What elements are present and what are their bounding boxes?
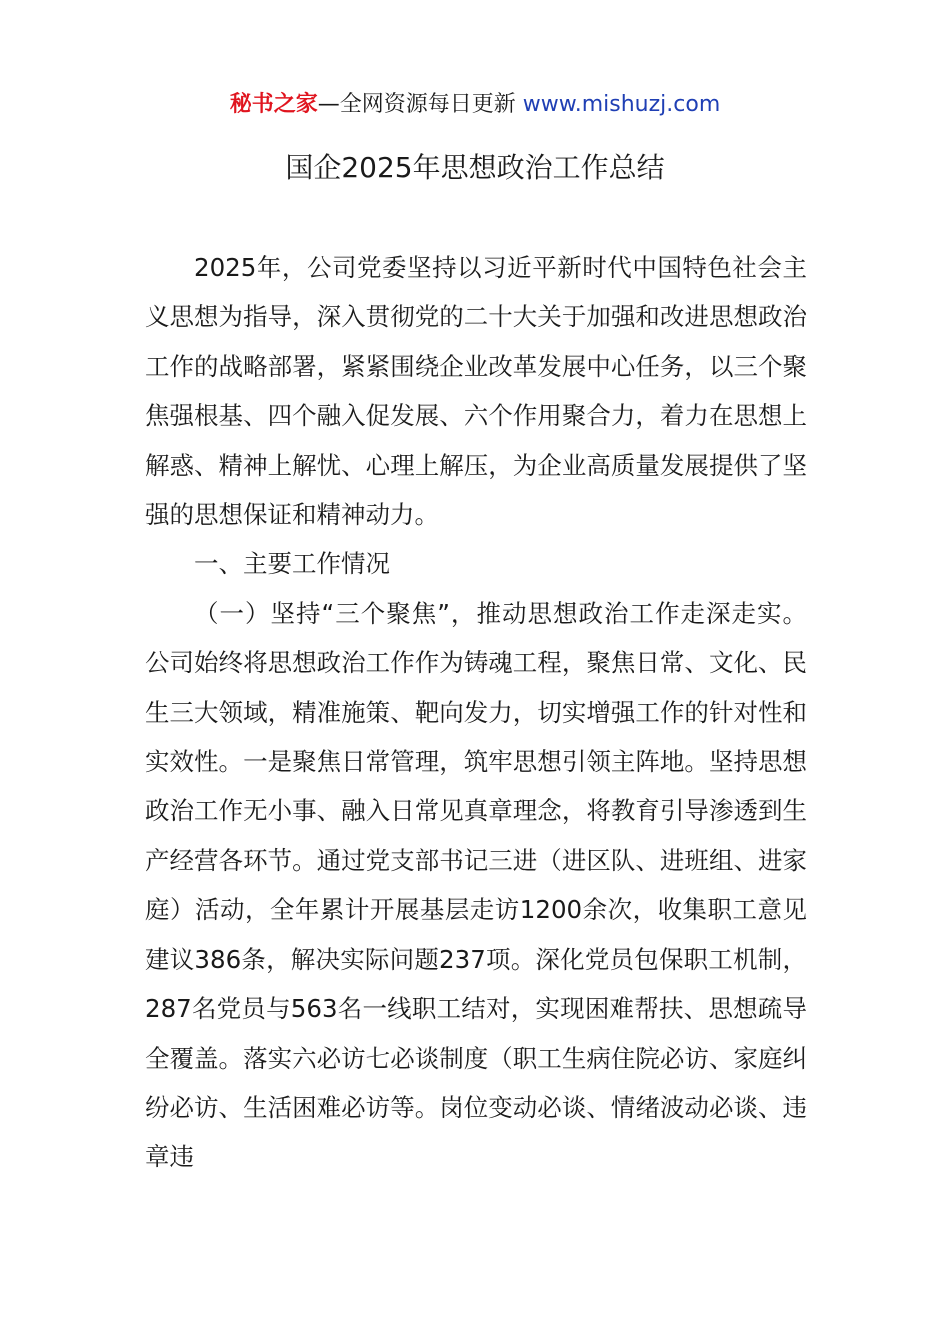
site-header xyxy=(0,88,950,122)
intro-paragraph: 2025年，公司党委坚持以习近平新时代中国特色社会主义思想为指导，深入贯彻党的二十大关于加强和改进思想政治工作的战略部署，紧紧围绕企业改革发展中心任务，以三个聚焦强根基、四个融入促发展、六个作用聚合力，着力在思想上解惑、精神上解忧、心理上解压，为企业高质量发展提供了坚强的思想保证和精神动力。 xyxy=(145,253,807,530)
brand-name: 秘书之家 xyxy=(229,92,318,117)
site-url-link[interactable]: www.mishuzj.com xyxy=(522,92,721,117)
header-slogan: —全网资源每日更新 xyxy=(317,92,516,117)
body-paragraph: （一）坚持“三个聚焦”，推动思想政治工作走深走实。公司始终将思想政治工作作为铸魂工程，聚焦日常、文化、民生三大领域，精准施策、靶向发力，切实增强工作的针对性和实效性。一是聚焦日常管理，筑牢思想引领主阵地。坚持思想政治工作无小事、融入日常见真章理念，将教育引导渗透到生产经营各环节。通过党支部书记三进（进区队、进班组、进家庭）活动，全年累计开展基层走访1200余次，收集职工意见建议386条，解决实际问题237项。深化党员包保职工机制，287名党员与563名一线职工结对，实现困难帮扶、思想疏导全覆盖。落实六必访七必谈制度（职工生病住院必访、家庭纠纷必访、生活困难必访等。岗位变动必谈、情绪波动必谈、违章违 xyxy=(145,598,807,1172)
document-body xyxy=(145,243,807,1182)
section-heading: 一、主要工作情况 xyxy=(194,549,390,579)
document-title: 国企2025年思想政治工作总结 xyxy=(285,151,665,184)
